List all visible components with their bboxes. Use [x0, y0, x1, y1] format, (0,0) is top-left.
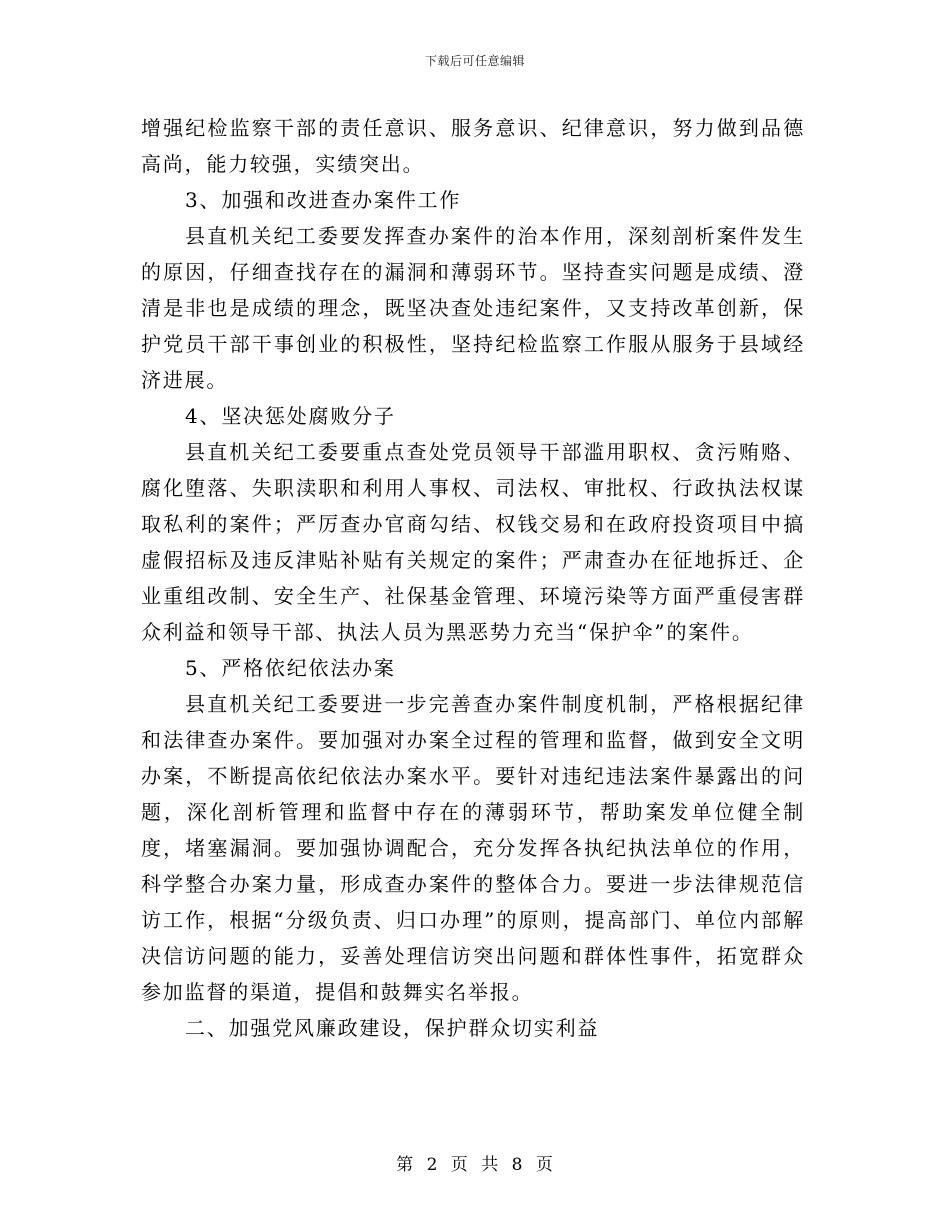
paragraph-lawful-handling: 县直机关纪工委要进一步完善查办案件制度机制，严格根据纪律和法律查办案件。要加强对办案全过程的管理和监督，做到安全文明办案，不断提高依纪依法办案水平。要针对违纪违法案件暴露出的问题，深化剖析管理和监督中存在的薄弱环节，帮助案发单位健全制度，堵塞漏洞。要加强协调配合，充分发挥各执纪执法单位的作用，科学整合办案力量，形成查办案件的整体合力。要进一步法律规范信访工作，根据“分级负责、归口办理”的原则，提高部门、单位内部解决信访问题的能力，妥善处理信访突出问题和群体性事件，拓宽群众参加监督的渠道，提倡和鼓舞实名举报。	[141, 692, 805, 1004]
section-heading-3: 3、加强和改进查办案件工作	[185, 188, 462, 212]
section-heading-5: 5、严格依纪依法办案	[185, 656, 396, 680]
document-body	[141, 110, 805, 1046]
chapter-heading-2: 二、加强党风廉政建设，保护群众切实利益	[185, 1016, 600, 1040]
paragraph-punish-corruption: 县直机关纪工委要重点查处党员领导干部滥用职权、贪污贿赂、腐化堕落、失职渎职和利用人事权、司法权、审批权、行政执法权谋取私利的案件；严厉查办官商勾结、权钱交易和在政府投资项目中搞虚假招标及违反津贴补贴有关规定的案件；严肃查办在征地拆迁、企业重组改制、安全生产、社保基金管理、环境污染等方面严重侵害群众利益和领导干部、执法人员为黑恶势力充当“保护伞”的案件。	[141, 440, 805, 644]
paragraph-case-investigation: 县直机关纪工委要发挥查办案件的治本作用，深刻剖析案件发生的原因，仔细查找存在的漏洞和薄弱环节。坚持查实问题是成绩、澄清是非也是成绩的理念，既坚决查处违纪案件，又支持改革创新，保护党员干部干事创业的积极性，坚持纪检监察工作服从服务于县域经济进展。	[141, 224, 805, 392]
section-heading-4: 4、坚决惩处腐败分子	[185, 404, 396, 428]
page-header: 下载后可任意编辑	[424, 54, 525, 68]
paragraph-continuation: 增强纪检监察干部的责任意识、服务意识、纪律意识，努力做到品德高尚，能力较强，实绩突出。	[141, 116, 805, 176]
page-number: 第 2 页 共 8 页	[396, 1155, 554, 1175]
